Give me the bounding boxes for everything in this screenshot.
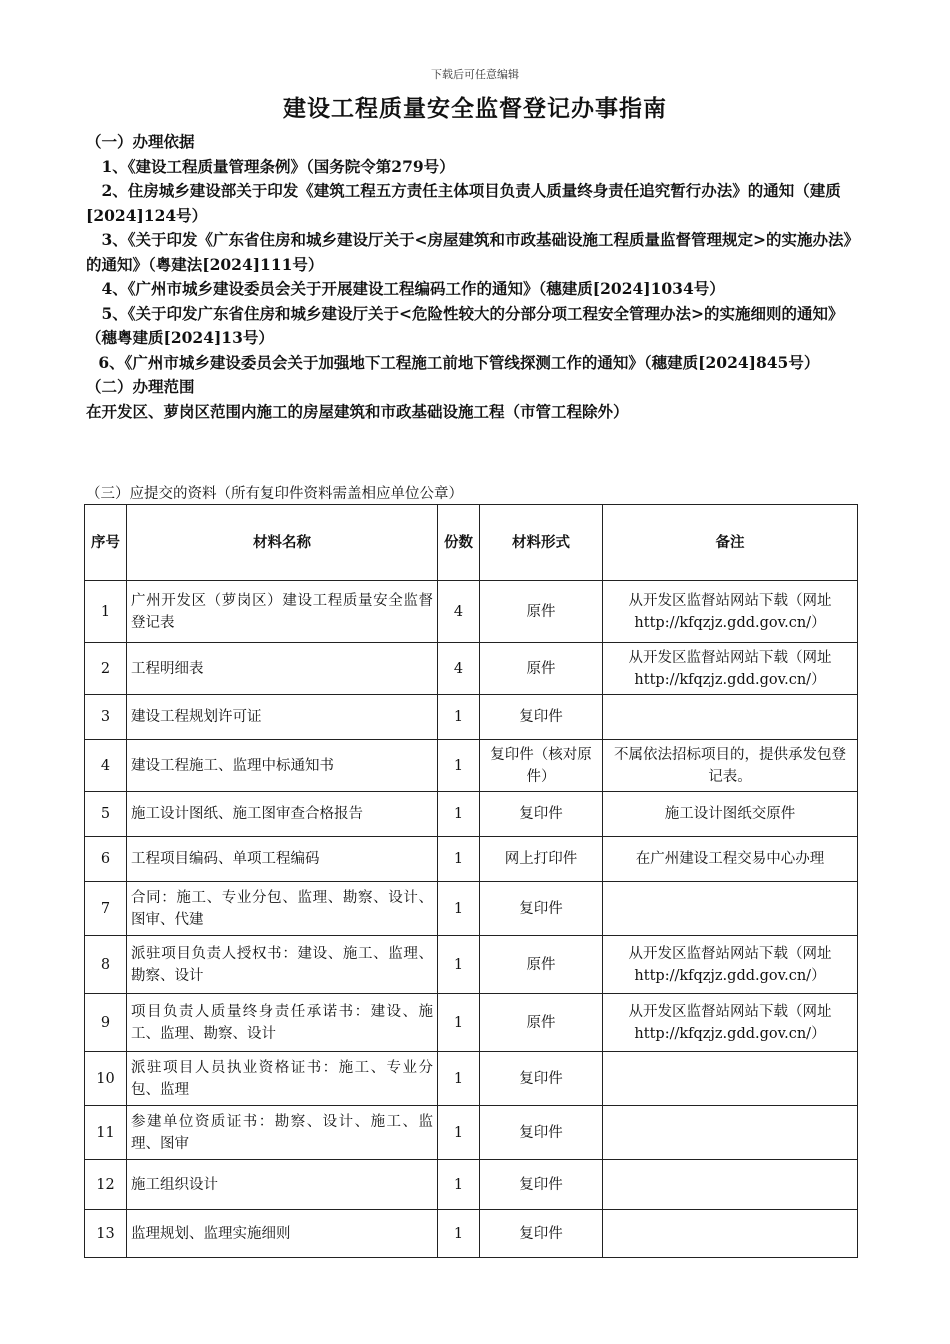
cell-seq: 1 [85, 581, 127, 643]
cell-form: 复印件 [480, 1160, 603, 1210]
cell-name: 建设工程施工、监理中标通知书 [127, 740, 438, 792]
table-row [85, 695, 858, 740]
cell-count: 1 [438, 695, 480, 740]
basis-item-6: 6、《广州市城乡建设委员会关于加强地下工程施工前地下管线探测工作的通知》（穗建质[2024]845号） [98, 352, 820, 372]
cell-count: 4 [438, 643, 480, 695]
table-row [85, 1160, 858, 1210]
table-row [85, 792, 858, 837]
cell-form: 复印件 [480, 695, 603, 740]
cell-count: 1 [438, 1106, 480, 1160]
table-row [85, 1052, 858, 1106]
section-heading-basis: （一）办理依据 [86, 132, 195, 151]
cell-note: 从开发区监督站网站下载（网址http://kfqzjz.gdd.gov.cn/） [603, 643, 858, 695]
basis-item-4: 4、《广州市城乡建设委员会关于开展建设工程编码工作的通知》（穗建质[2024]1034号） [101, 279, 725, 298]
cell-count: 1 [438, 936, 480, 994]
table-row [85, 1106, 858, 1160]
cell-seq: 5 [85, 792, 127, 837]
cell-name: 监理规划、监理实施细则 [127, 1210, 438, 1258]
cell-count: 1 [438, 837, 480, 882]
cell-seq: 8 [85, 936, 127, 994]
cell-form: 复印件 [480, 792, 603, 837]
cell-count: 1 [438, 994, 480, 1052]
cell-seq: 6 [85, 837, 127, 882]
cell-form: 原件 [480, 643, 603, 695]
header-note: 下载后可任意编辑 [431, 68, 519, 81]
cell-form: 原件 [480, 936, 603, 994]
cell-form: 复印件 [480, 1052, 603, 1106]
table-row [85, 882, 858, 936]
cell-note [603, 1210, 858, 1258]
table-row [85, 643, 858, 695]
cell-note: 施工设计图纸交原件 [603, 792, 858, 837]
cell-count: 4 [438, 581, 480, 643]
cell-seq: 11 [85, 1106, 127, 1160]
materials-table [84, 504, 858, 1258]
cell-note: 从开发区监督站网站下载（网址http://kfqzjz.gdd.gov.cn/） [603, 936, 858, 994]
cell-note [603, 882, 858, 936]
table-row [85, 1210, 858, 1258]
cell-name: 合同：施工、专业分包、监理、勘察、设计、图审、代建 [127, 882, 438, 936]
scope-text: 在开发区、萝岗区范围内施工的房屋建筑和市政基础设施工程（市管工程除外） [86, 401, 629, 421]
cell-form: 原件 [480, 581, 603, 643]
cell-seq: 9 [85, 994, 127, 1052]
cell-form: 复印件 [480, 1106, 603, 1160]
basis-item-3: 3、《关于印发《广东省住房和城乡建设厅关于<房屋建筑和市政基础设施工程质量监督管理规定>的实施办法》的通知》（粤建法[2024]111号） [86, 230, 852, 274]
cell-form: 复印件（核对原件） [480, 740, 603, 792]
header-seq: 序号 [85, 505, 127, 581]
cell-count: 1 [438, 740, 480, 792]
basis-item-2: 2、住房城乡建设部关于印发《建筑工程五方责任主体项目负责人质量终身责任追究暂行办法》的通知（建质[2024]124号） [86, 181, 841, 225]
cell-form: 原件 [480, 994, 603, 1052]
cell-name: 参建单位资质证书：勘察、设计、施工、监理、图审 [127, 1106, 438, 1160]
cell-name: 广州开发区（萝岗区）建设工程质量安全监督登记表 [127, 581, 438, 643]
materials-caption: （三）应提交的资料（所有复印件资料需盖相应单位公章） [86, 486, 463, 502]
header-name: 材料名称 [127, 505, 438, 581]
cell-note: 从开发区监督站网站下载（网址http://kfqzjz.gdd.gov.cn/） [603, 994, 858, 1052]
cell-count: 1 [438, 1052, 480, 1106]
cell-form: 网上打印件 [480, 837, 603, 882]
table-row [85, 837, 858, 882]
cell-note: 从开发区监督站网站下载（网址http://kfqzjz.gdd.gov.cn/） [603, 581, 858, 643]
cell-name: 工程明细表 [127, 643, 438, 695]
cell-seq: 13 [85, 1210, 127, 1258]
cell-seq: 12 [85, 1160, 127, 1210]
cell-name: 派驻项目人员执业资格证书：施工、专业分包、监理 [127, 1052, 438, 1106]
cell-seq: 10 [85, 1052, 127, 1106]
basis-item-5: 5、《关于印发广东省住房和城乡建设厅关于<危险性较大的分部分项工程安全管理办法>的实施细则的通知》（穗粤建质[2024]13号） [86, 303, 844, 347]
cell-seq: 7 [85, 882, 127, 936]
document-title: 建设工程质量安全监督登记办事指南 [283, 95, 667, 122]
header-note: 备注 [603, 505, 858, 581]
cell-seq: 3 [85, 695, 127, 740]
cell-note [603, 695, 858, 740]
cell-note: 不属依法招标项目的，提供承发包登记表。 [603, 740, 858, 792]
document-body [86, 130, 858, 424]
cell-seq: 2 [85, 643, 127, 695]
cell-name: 施工组织设计 [127, 1160, 438, 1210]
cell-form: 复印件 [480, 1210, 603, 1258]
basis-item-1: 1、《建设工程质量管理条例》（国务院令第279号） [101, 156, 455, 176]
cell-count: 1 [438, 1210, 480, 1258]
cell-note [603, 1160, 858, 1210]
cell-note: 在广州建设工程交易中心办理 [603, 837, 858, 882]
header-form: 材料形式 [480, 505, 603, 581]
cell-count: 1 [438, 1160, 480, 1210]
section-heading-scope: （二）办理范围 [86, 377, 195, 396]
cell-note [603, 1052, 858, 1106]
cell-name: 项目负责人质量终身责任承诺书：建设、施工、监理、勘察、设计 [127, 994, 438, 1052]
table-row [85, 936, 858, 994]
cell-name: 建设工程规划许可证 [127, 695, 438, 740]
cell-name: 施工设计图纸、施工图审查合格报告 [127, 792, 438, 837]
cell-count: 1 [438, 792, 480, 837]
table-row [85, 740, 858, 792]
table-row [85, 994, 858, 1052]
table-row [85, 581, 858, 643]
header-count: 份数 [438, 505, 480, 581]
cell-seq: 4 [85, 740, 127, 792]
cell-count: 1 [438, 882, 480, 936]
cell-form: 复印件 [480, 882, 603, 936]
table-header-row [85, 505, 858, 581]
cell-note [603, 1106, 858, 1160]
cell-name: 工程项目编码、单项工程编码 [127, 837, 438, 882]
cell-name: 派驻项目负责人授权书：建设、施工、监理、勘察、设计 [127, 936, 438, 994]
